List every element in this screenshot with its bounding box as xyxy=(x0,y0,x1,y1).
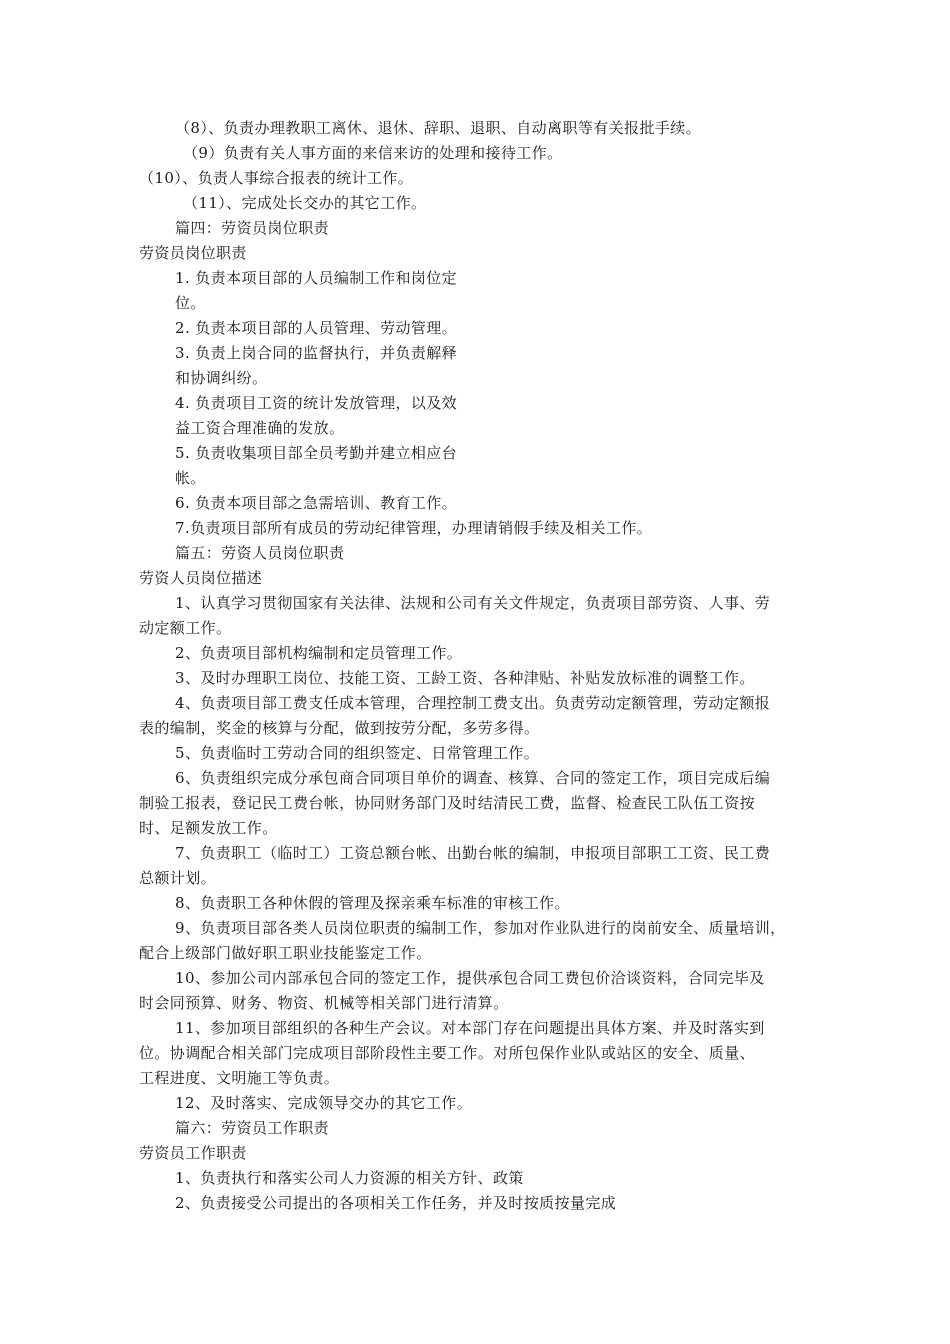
text-line: 11、参加项目部组织的各种生产会议。对本部门存在问题提出具体方案、并及时落实到 xyxy=(175,1019,765,1037)
text-line: 1、认真学习贯彻国家有关法律、法规和公司有关文件规定，负责项目部劳资、人事、劳 xyxy=(175,594,771,612)
section-heading: 篇四：劳资员岗位职责 xyxy=(175,219,330,237)
text-line: 时会同预算、财务、物资、机械等相关部门进行清算。 xyxy=(139,994,509,1012)
text-line: 益工资合理准确的发放。 xyxy=(175,419,345,437)
text-line: （11）、完成处长交办的其它工作。 xyxy=(183,194,427,212)
text-line: 配合上级部门做好职工职业技能鉴定工作。 xyxy=(139,944,432,962)
text-line: 4. 负责项目工资的统计发放管理，以及效 xyxy=(175,394,458,412)
text-line: 9、负责项目部各类人员岗位职责的编制工作，参加对作业队进行的岗前安全、质量培训， xyxy=(175,919,786,937)
text-line: 12、及时落实、完成领导交办的其它工作。 xyxy=(175,1094,473,1112)
text-line: 表的编制，奖金的核算与分配，做到按劳分配，多劳多得。 xyxy=(139,719,540,737)
text-line: 4、负责项目部工费支任成本管理，合理控制工费支出。负责劳动定额管理，劳动定额报 xyxy=(175,694,771,712)
text-line: 位。协调配合相关部门完成项目部阶段性主要工作。对所包保作业队或站区的安全、质量、 xyxy=(139,1044,756,1062)
text-line: 动定额工作。 xyxy=(139,619,232,637)
text-line: 1、负责执行和落实公司人力资源的相关方针、政策 xyxy=(175,1169,524,1187)
text-line: 工程进度、文明施工等负责。 xyxy=(139,1069,340,1087)
text-line: 6、负责组织完成分承包商合同项目单价的调查、核算、合同的签定工作，项目完成后编 xyxy=(175,769,771,787)
text-line: 7、负责职工（临时工）工资总额台帐、出勤台帐的编制，申报项目部职工工资、民工费 xyxy=(175,844,771,862)
text-line: （8）、负责办理教职工离休、退休、辞职、退职、自动离职等有关报批手续。 xyxy=(175,119,702,137)
section-heading: 篇六：劳资员工作职责 xyxy=(175,1119,330,1137)
section-title: 劳资员岗位职责 xyxy=(139,244,247,262)
text-line: 和协调纠纷。 xyxy=(175,369,268,387)
text-line: 2、负责接受公司提出的各项相关工作任务，并及时按质按量完成 xyxy=(175,1194,617,1212)
text-line: 6. 负责本项目部之急需培训、教育工作。 xyxy=(175,494,458,512)
text-line: 10、参加公司内部承包合同的签定工作，提供承包合同工费包价洽谈资料，合同完毕及 xyxy=(175,969,765,987)
text-line: 5、负责临时工劳动合同的组织签定、日常管理工作。 xyxy=(175,744,540,762)
text-line: 3、及时办理职工岗位、技能工资、工龄工资、各种津贴、补贴发放标准的调整工作。 xyxy=(175,669,755,687)
text-line: （9）负责有关人事方面的来信来访的处理和接待工作。 xyxy=(183,144,563,162)
section-heading: 篇五：劳资人员岗位职责 xyxy=(175,544,345,562)
section-title: 劳资员工作职责 xyxy=(139,1144,247,1162)
text-line: 7.负责项目部所有成员的劳动纪律管理，办理请销假手续及相关工作。 xyxy=(175,519,653,537)
text-line: （10）、负责人事综合报表的统计工作。 xyxy=(139,169,414,187)
text-line: 3. 负责上岗合同的监督执行，并负责解释 xyxy=(175,344,458,362)
text-line: 1. 负责本项目部的人员编制工作和岗位定 xyxy=(175,269,458,287)
text-line: 制验工报表，登记民工费台帐，协同财务部门及时结清民工费，监督、检查民工队伍工资按 xyxy=(139,794,756,812)
section-title: 劳资人员岗位描述 xyxy=(139,569,263,587)
text-line: 位。 xyxy=(175,294,206,312)
text-line: 总额计划。 xyxy=(139,869,217,887)
text-line: 2、负责项目部机构编制和定员管理工作。 xyxy=(175,644,463,662)
text-line: 2. 负责本项目部的人员管理、劳动管理。 xyxy=(175,319,458,337)
text-line: 时、足额发放工作。 xyxy=(139,819,278,837)
text-line: 帐。 xyxy=(175,469,206,487)
text-line: 5. 负责收集项目部全员考勤并建立相应台 xyxy=(175,444,458,462)
text-line: 8、负责职工各种休假的管理及探亲乘车标准的审核工作。 xyxy=(175,894,570,912)
